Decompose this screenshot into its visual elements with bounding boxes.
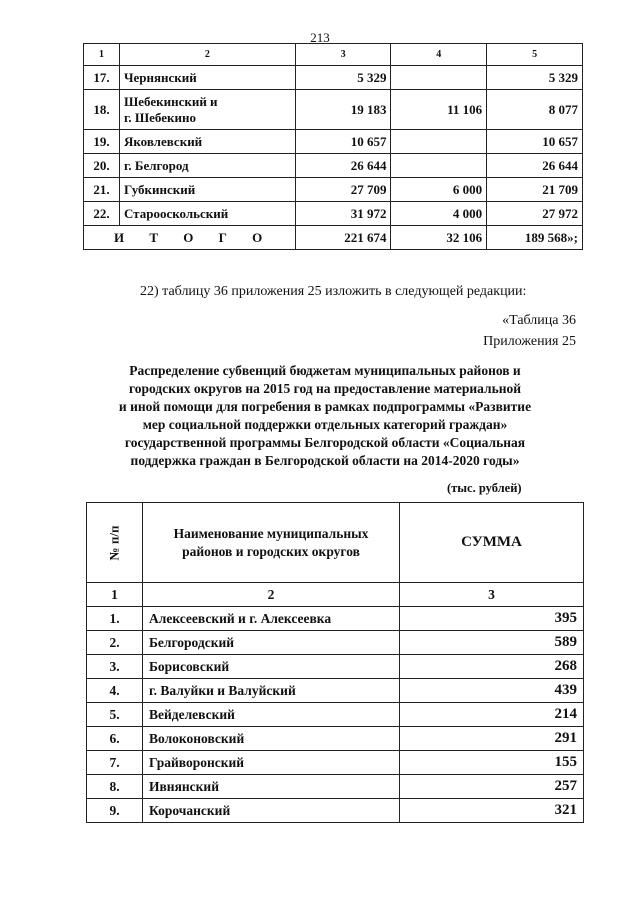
table-row xyxy=(84,130,583,154)
district-name: Старооскольский xyxy=(119,202,295,226)
total-row xyxy=(84,226,583,250)
table-row xyxy=(87,775,584,799)
value-col4: 4 000 xyxy=(391,202,487,226)
table-row xyxy=(87,727,584,751)
value-total: 31 972 xyxy=(295,202,391,226)
table-row xyxy=(84,154,583,178)
district-name: Грайворонский xyxy=(143,751,400,775)
sum-value: 155 xyxy=(400,751,584,775)
value-col4 xyxy=(391,130,487,154)
table-label-line2: Приложения 25 xyxy=(483,334,576,349)
heading-line: городских округов на 2015 год на предоставление материальной xyxy=(128,381,522,396)
value-col5: 8 077 xyxy=(487,90,583,130)
table-row xyxy=(84,178,583,202)
table-row xyxy=(87,799,584,823)
col-number: 1 xyxy=(87,583,143,607)
row-number: 22. xyxy=(84,202,120,226)
table-row xyxy=(84,202,583,226)
col-header: 2 xyxy=(119,44,295,66)
value-col5: 10 657 xyxy=(487,130,583,154)
district-name: г. Валуйки и Валуйский xyxy=(143,679,400,703)
heading-line: поддержка граждан в Белгородской области на 2014-2020 годы» xyxy=(130,453,520,468)
sum-value: 268 xyxy=(400,655,584,679)
value-total: 19 183 xyxy=(295,90,391,130)
table-label-line1: «Таблица 36 xyxy=(502,313,576,328)
col-header: 1 xyxy=(84,44,120,66)
heading-line: и иной помощи для погребения в рамках подпрограммы «Развитие xyxy=(118,399,532,414)
total-label: И Т О Г О xyxy=(84,226,296,250)
table-subventions-continued xyxy=(83,43,583,250)
value-total: 27 709 xyxy=(295,178,391,202)
row-number: 9. xyxy=(87,799,143,823)
sum-value: 214 xyxy=(400,703,584,727)
table-header-row xyxy=(87,503,584,583)
district-name: Ивнянский xyxy=(143,775,400,799)
col-number: 2 xyxy=(143,583,400,607)
col-header: 3 xyxy=(295,44,391,66)
total-col5: 189 568»; xyxy=(487,226,583,250)
col-header-name xyxy=(143,503,400,583)
district-name: Корочанский xyxy=(143,799,400,823)
value-total: 5 329 xyxy=(295,66,391,90)
row-number: 7. xyxy=(87,751,143,775)
sum-value: 395 xyxy=(400,607,584,631)
col-header-number xyxy=(87,503,143,583)
district-name: Борисовский xyxy=(143,655,400,679)
sum-value: 321 xyxy=(400,799,584,823)
sum-value: 291 xyxy=(400,727,584,751)
row-number: 21. xyxy=(84,178,120,202)
value-total: 26 644 xyxy=(295,154,391,178)
col-header: 4 xyxy=(391,44,487,66)
row-number: 18. xyxy=(84,90,120,130)
sum-value: 257 xyxy=(400,775,584,799)
table-row xyxy=(87,607,584,631)
table-row xyxy=(87,703,584,727)
heading-line: государственной программы Белгородской области «Социальная xyxy=(124,435,526,450)
district-name: Яковлевский xyxy=(119,130,295,154)
col-header-name-line2: районов и городских округов xyxy=(182,543,360,559)
table-heading xyxy=(60,362,590,470)
district-name: Шебекинский и г. Шебекино xyxy=(119,90,295,130)
district-name: Чернянский xyxy=(119,66,295,90)
total-col4: 32 106 xyxy=(391,226,487,250)
row-number: 2. xyxy=(87,631,143,655)
value-col4 xyxy=(391,66,487,90)
column-number-row xyxy=(87,583,584,607)
heading-line: мер социальной поддержки отдельных категорий граждан» xyxy=(142,417,508,432)
row-number: 20. xyxy=(84,154,120,178)
value-col4: 11 106 xyxy=(391,90,487,130)
units-label: (тыс. рублей) xyxy=(447,481,522,495)
col-header-name-line1: Наименование муниципальных xyxy=(173,525,369,541)
row-number: 5. xyxy=(87,703,143,727)
col-number: 3 xyxy=(400,583,584,607)
table-label xyxy=(483,310,576,352)
row-number: 3. xyxy=(87,655,143,679)
row-number: 1. xyxy=(87,607,143,631)
sum-value: 589 xyxy=(400,631,584,655)
amendment-instruction: 22) таблицу 36 приложения 25 изложить в следующей редакции: xyxy=(140,284,527,299)
table-row xyxy=(87,679,584,703)
table-row xyxy=(87,751,584,775)
value-total: 10 657 xyxy=(295,130,391,154)
district-name: Алексеевский и г. Алексеевка xyxy=(143,607,400,631)
sum-value: 439 xyxy=(400,679,584,703)
table-36 xyxy=(86,502,584,823)
value-col4 xyxy=(391,154,487,178)
row-number: 6. xyxy=(87,727,143,751)
value-col5: 21 709 xyxy=(487,178,583,202)
row-number: 8. xyxy=(87,775,143,799)
district-name: г. Белгород xyxy=(119,154,295,178)
table-row xyxy=(87,655,584,679)
district-name: Вейделевский xyxy=(143,703,400,727)
table-row xyxy=(87,631,584,655)
table-row xyxy=(84,66,583,90)
district-name: Волоконовский xyxy=(143,727,400,751)
table-row xyxy=(84,90,583,130)
col-header-sum: СУММА xyxy=(400,503,584,583)
page-number: 213 xyxy=(310,30,330,45)
value-col4: 6 000 xyxy=(391,178,487,202)
row-number: 17. xyxy=(84,66,120,90)
value-col5: 26 644 xyxy=(487,154,583,178)
total-col3: 221 674 xyxy=(295,226,391,250)
district-name: Белгородский xyxy=(143,631,400,655)
row-number: 4. xyxy=(87,679,143,703)
heading-line: Распределение субвенций бюджетам муниципальных районов и xyxy=(129,363,521,378)
value-col5: 5 329 xyxy=(487,66,583,90)
table-header-row xyxy=(84,44,583,66)
row-number: 19. xyxy=(84,130,120,154)
col-header-number-text: № п/п xyxy=(106,525,122,560)
col-header: 5 xyxy=(487,44,583,66)
value-col5: 27 972 xyxy=(487,202,583,226)
district-name: Губкинский xyxy=(119,178,295,202)
